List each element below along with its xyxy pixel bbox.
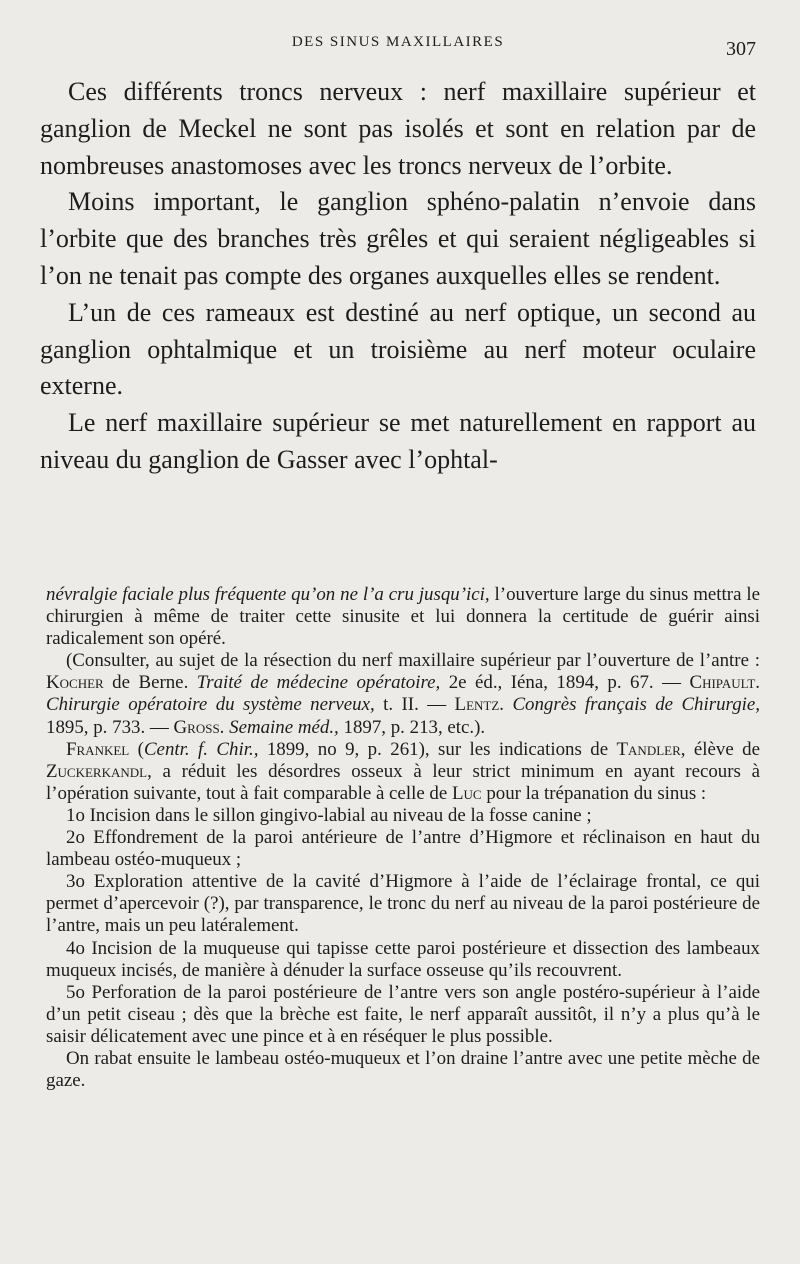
note-frankel	[46, 739, 760, 805]
note-italic-phrase: névralgie faciale plus fréquente qu’on ne l’a cru jusqu’ici,	[46, 584, 490, 605]
page-number: 307	[726, 38, 756, 60]
step-1: 1o Incision dans le sillon gingivo-labial au niveau de la fosse canine ;	[66, 804, 592, 826]
author-luc: Luc	[451, 782, 482, 804]
author-kocher: Kocher	[46, 672, 104, 694]
ref-text: 2e éd., Iéna, 1894, p. 67. —	[440, 672, 690, 694]
paragraph-2: Moins important, le ganglion sphéno-palatin n’envoie dans l’orbite que des branches très grêles et qui seraient négligeables si l’on ne tenait pas compte des organes auxquelles elles se rendent.	[40, 187, 756, 290]
work-title: Chirurgie opératoire du système nerveux,	[46, 694, 375, 716]
ref-text: (	[129, 738, 144, 760]
author-chipault: Chipault.	[689, 672, 761, 694]
main-text	[40, 74, 756, 479]
author-frankel: Frankel	[66, 738, 130, 760]
note-continuation-text: l’ouverture large du sinus mettra le chirurgien à même de traiter cette sinusite et lui donnera la certitude de guérir ainsi radicalement son opéré.	[46, 584, 760, 650]
step-2: 2o Effondrement de la paroi antérieure de l’antre d’Higmore et réclinaison en haut du lambeau ostéo-muqueux ;	[46, 827, 760, 871]
author-zuckerkandl: Zuckerkandl,	[46, 760, 152, 782]
step-3: 3o Exploration attentive de la cavité d’Higmore à l’aide de l’éclairage frontal, ce qui permet d’apercevoir (?), par transparence, le tronc du nerf au niveau de la paroi postérieure de l’antre, mais un peu latéralement.	[46, 871, 760, 937]
paragraph-4: Le nerf maxillaire supérieur se met naturellement en rapport au niveau du ganglion de Gasser avec l’ophtal-	[40, 408, 756, 474]
footnotes	[46, 584, 760, 1092]
paragraph-1: Ces différents troncs nerveux : nerf maxillaire supérieur et ganglion de Meckel ne sont pas isolés et sont en relation par de nombreuses anastomoses avec les troncs nerveux de l’orbite.	[40, 77, 756, 180]
work-title: Semaine méd.,	[229, 716, 339, 738]
ref-text: 1895, p. 733. —	[46, 716, 174, 738]
work-title: Traité de médecine opératoire,	[196, 672, 441, 694]
ref-text: de Berne.	[103, 672, 197, 694]
closing-note: On rabat ensuite le lambeau ostéo-muqueux et l’on draine l’antre avec une petite mèche de gaze.	[46, 1047, 760, 1092]
author-lentz: Lentz.	[454, 694, 505, 716]
author-gross: Gross.	[173, 716, 225, 738]
paragraph-3: L’un de ces rameaux est destiné au nerf optique, un second au ganglion ophtalmique et un troisième au nerf moteur oculaire externe.	[40, 297, 756, 401]
ref-text: t. II. —	[374, 694, 455, 716]
step-4: 4o Incision de la muqueuse qui tapisse cette paroi postérieure et dissection des lambeaux muqueux incisés, de manière à dénuder la surface osseuse qu’ils recouvrent.	[46, 937, 760, 981]
ref-text: 1897, p. 213, etc.).	[338, 716, 486, 738]
note-references	[46, 650, 760, 738]
note-continuation	[46, 584, 760, 650]
ref-text: élève de	[685, 738, 761, 760]
ref-intro: (Consulter, au sujet de la résection du nerf maxillaire supérieur par l’ouverture de l’antre :	[66, 650, 760, 672]
running-head: DES SINUS MAXILLAIRES	[291, 34, 505, 50]
ref-text: a réduit les désordres osseux à leur strict minimum en ayant recours à l’opération suivante, tout à fait comparable à celle de	[46, 760, 760, 804]
journal-title: Centr. f. Chir.,	[143, 738, 259, 760]
work-title: Congrès français de Chirurgie,	[512, 694, 761, 716]
author-tandler: Tandler,	[616, 738, 686, 760]
ref-text: pour la trépanation du sinus :	[481, 782, 707, 804]
ref-text: 1899, no 9, p. 261), sur les indications de	[258, 738, 617, 760]
page-header	[40, 34, 756, 58]
step-5: 5o Perforation de la paroi postérieure de l’antre vers son angle postéro-supérieur à l’aide d’un petit ciseau ; dès que la brèche est faite, le nerf apparaît aussitôt, il n’y a plus qu’à le saisir délicatement avec une pince et à en réséquer le plus possible.	[46, 981, 760, 1047]
